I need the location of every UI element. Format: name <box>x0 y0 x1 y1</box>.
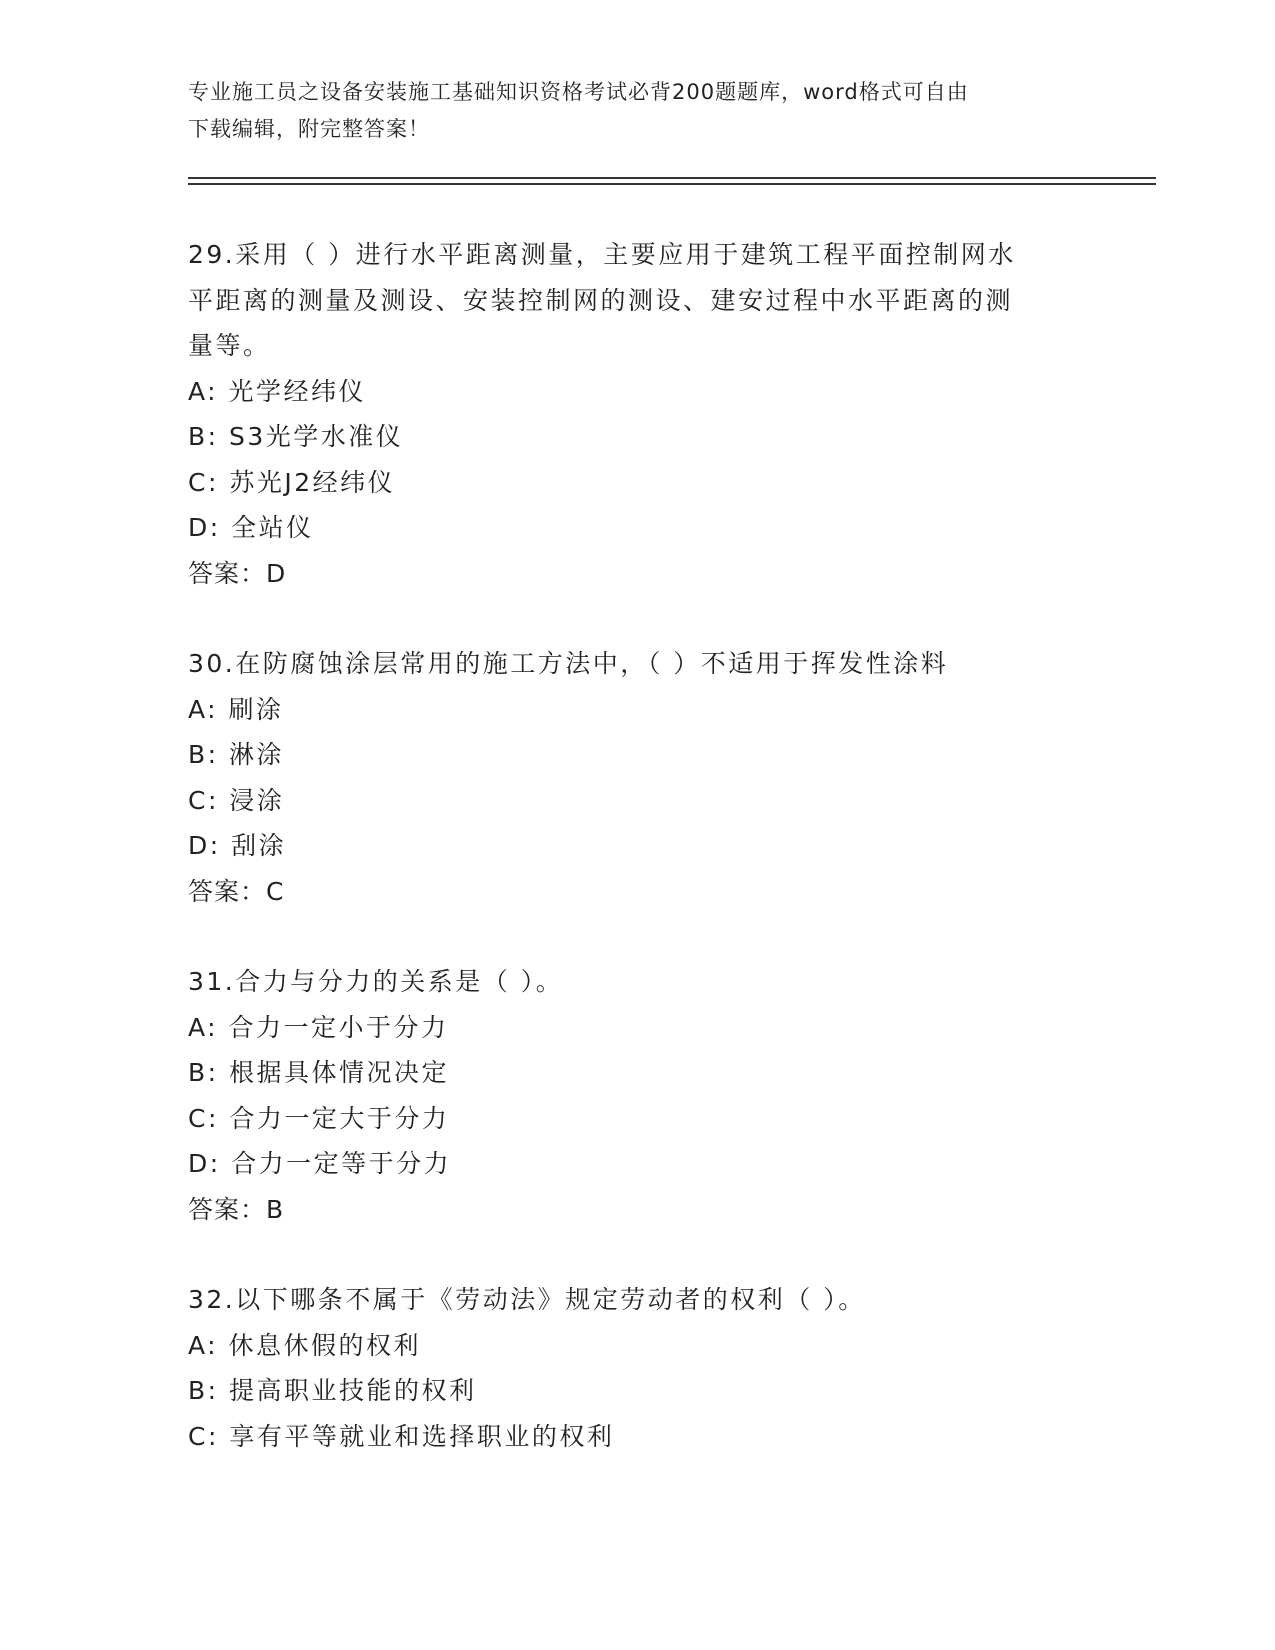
question-text-line: 29.采用（ ）进行水平距离测量，主要应用于建筑工程平面控制网水 <box>188 240 1016 269</box>
question-list <box>188 232 1088 1459</box>
answer-label: 答案：C <box>188 876 285 906</box>
option-c: C: 苏光J2经纬仪 <box>188 467 396 497</box>
document-header <box>188 74 1088 148</box>
option-d: D: 刮涂 <box>188 831 287 860</box>
question-text-line: 量等。 <box>188 331 271 360</box>
answer-label: 答案：B <box>188 1194 285 1224</box>
option-b: B: 根据具体情况决定 <box>188 1058 450 1087</box>
header-line-2: 下载编辑，附完整答案！ <box>188 117 430 141</box>
option-d: D: 全站仪 <box>188 513 314 542</box>
question-text-line: 32.以下哪条不属于《劳动法》规定劳动者的权利（ ）。 <box>188 1285 866 1314</box>
question-text-line: 平距离的测量及测设、安装控制网的测设、建安过程中水平距离的测 <box>188 285 1014 315</box>
header-line-1: 专业施工员之设备安装施工基础知识资格考试必背200题题库，word格式可自由 <box>188 80 969 104</box>
option-c: C: 合力一定大于分力 <box>188 1103 450 1133</box>
question-29 <box>188 232 1088 596</box>
header-divider-top <box>188 177 1156 179</box>
option-d: D: 合力一定等于分力 <box>188 1149 452 1178</box>
option-c: C: 享有平等就业和选择职业的权利 <box>188 1421 615 1451</box>
question-30 <box>188 641 1088 914</box>
question-spacer <box>188 914 1088 959</box>
option-a: A: 合力一定小于分力 <box>188 1012 449 1042</box>
option-a: A: 光学经纬仪 <box>188 376 367 406</box>
question-31 <box>188 959 1088 1232</box>
option-a: A: 休息休假的权利 <box>188 1330 422 1360</box>
question-text-line: 30.在防腐蚀涂层常用的施工方法中，（ ）不适用于挥发性涂料 <box>188 649 949 678</box>
answer-label: 答案：D <box>188 558 287 588</box>
question-spacer <box>188 1232 1088 1277</box>
option-a: A: 刷涂 <box>188 694 284 724</box>
question-32 <box>188 1277 1088 1459</box>
option-b: B: 淋涂 <box>188 740 285 769</box>
header-divider-bottom <box>188 183 1156 185</box>
option-c: C: 浸涂 <box>188 785 285 815</box>
question-spacer <box>188 596 1088 641</box>
question-text-line: 31.合力与分力的关系是（ ）。 <box>188 967 564 996</box>
option-b: B: S3光学水准仪 <box>188 422 404 451</box>
option-b: B: 提高职业技能的权利 <box>188 1376 477 1405</box>
